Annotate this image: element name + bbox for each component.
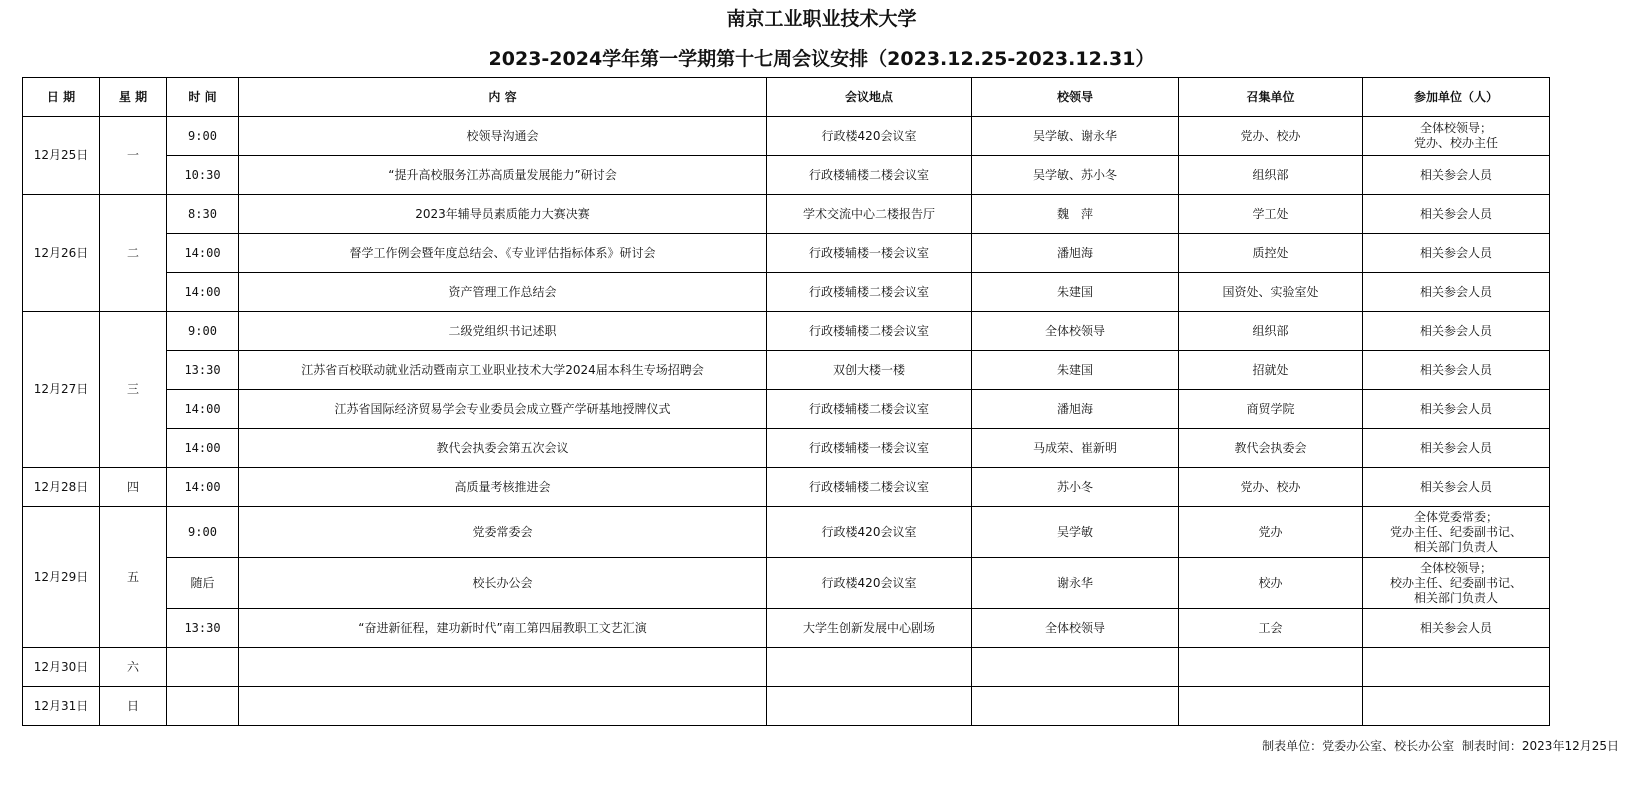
weekday-cell: 三	[100, 312, 167, 468]
content-cell: 校长办公会	[239, 558, 767, 609]
attendees-cell: 相关参会人员	[1363, 273, 1550, 312]
content-cell: 党委常委会	[239, 507, 767, 558]
leader-cell	[972, 687, 1179, 726]
content-cell: 资产管理工作总结会	[239, 273, 767, 312]
table-row	[23, 507, 1550, 558]
table-row	[23, 609, 1550, 648]
schedule-body	[23, 117, 1550, 726]
time-cell: 9:00	[167, 117, 239, 156]
convener-cell: 组织部	[1179, 312, 1363, 351]
maker-label: 制表单位：党委办公室、校长办公室	[1262, 739, 1455, 753]
date-cell: 12月30日	[23, 648, 100, 687]
content-cell: 二级党组织书记述职	[239, 312, 767, 351]
leader-cell: 苏小冬	[972, 468, 1179, 507]
table-footer	[1258, 738, 1619, 754]
convener-cell: 商贸学院	[1179, 390, 1363, 429]
time-cell: 14:00	[167, 234, 239, 273]
time-cell: 13:30	[167, 351, 239, 390]
location-cell: 行政楼辅楼二楼会议室	[767, 390, 972, 429]
location-cell: 大学生创新发展中心剧场	[767, 609, 972, 648]
table-row	[23, 558, 1550, 609]
convener-cell: 质控处	[1179, 234, 1363, 273]
convener-cell	[1179, 687, 1363, 726]
content-cell: 江苏省国际经济贸易学会专业委员会成立暨产学研基地授牌仪式	[239, 390, 767, 429]
column-header-location: 会议地点	[767, 78, 972, 117]
time-cell: 随后	[167, 558, 239, 609]
table-row	[23, 687, 1550, 726]
made-time-label: 制表时间：2023年12月25日	[1461, 739, 1619, 753]
school-title: 南京工业职业技术大学	[726, 8, 917, 30]
leader-cell	[972, 648, 1179, 687]
leader-cell: 魏 萍	[972, 195, 1179, 234]
content-cell	[239, 687, 767, 726]
convener-cell: 学工处	[1179, 195, 1363, 234]
column-header-leader: 校领导	[972, 78, 1179, 117]
location-cell: 行政楼辅楼二楼会议室	[767, 468, 972, 507]
leader-cell: 全体校领导	[972, 609, 1179, 648]
content-cell: 高质量考核推进会	[239, 468, 767, 507]
content-cell: “提升高校服务江苏高质量发展能力”研讨会	[239, 156, 767, 195]
date-cell: 12月26日	[23, 195, 100, 312]
attendees-cell: 相关参会人员	[1363, 429, 1550, 468]
date-cell: 12月31日	[23, 687, 100, 726]
meeting-schedule-table	[22, 77, 1550, 726]
content-cell: 2023年辅导员素质能力大赛决赛	[239, 195, 767, 234]
weekday-cell: 日	[100, 687, 167, 726]
leader-cell: 马成荣、崔新明	[972, 429, 1179, 468]
convener-cell: 国资处、实验室处	[1179, 273, 1363, 312]
time-cell	[167, 687, 239, 726]
leader-cell: 全体校领导	[972, 312, 1179, 351]
time-cell: 14:00	[167, 429, 239, 468]
leader-cell: 吴学敏	[972, 507, 1179, 558]
column-header-content: 内 容	[239, 78, 767, 117]
content-cell	[239, 648, 767, 687]
weekday-cell: 五	[100, 507, 167, 648]
time-cell: 9:00	[167, 507, 239, 558]
schedule-subtitle: 2023-2024学年第一学期第十七周会议安排（2023.12.25-2023.12.31）	[488, 48, 1155, 70]
table-row	[23, 312, 1550, 351]
content-cell: 教代会执委会第五次会议	[239, 429, 767, 468]
attendees-cell: 相关参会人员	[1363, 195, 1550, 234]
time-cell: 14:00	[167, 273, 239, 312]
convener-cell: 教代会执委会	[1179, 429, 1363, 468]
weekday-cell: 六	[100, 648, 167, 687]
time-cell	[167, 648, 239, 687]
date-cell: 12月28日	[23, 468, 100, 507]
leader-cell: 朱建国	[972, 351, 1179, 390]
attendees-cell: 全体校领导； 党办、校办主任	[1363, 117, 1550, 156]
column-header-date: 日 期	[23, 78, 100, 117]
attendees-cell: 相关参会人员	[1363, 156, 1550, 195]
convener-cell: 党办、校办	[1179, 468, 1363, 507]
location-cell: 学术交流中心二楼报告厅	[767, 195, 972, 234]
date-cell: 12月25日	[23, 117, 100, 195]
time-cell: 14:00	[167, 390, 239, 429]
weekday-cell: 二	[100, 195, 167, 312]
table-row	[23, 390, 1550, 429]
time-cell: 13:30	[167, 609, 239, 648]
convener-cell: 校办	[1179, 558, 1363, 609]
convener-cell: 招就处	[1179, 351, 1363, 390]
leader-cell: 潘旭海	[972, 234, 1179, 273]
column-header-convener: 召集单位	[1179, 78, 1363, 117]
time-cell: 10:30	[167, 156, 239, 195]
leader-cell: 朱建国	[972, 273, 1179, 312]
date-cell: 12月29日	[23, 507, 100, 648]
time-cell: 8:30	[167, 195, 239, 234]
time-cell: 9:00	[167, 312, 239, 351]
location-cell: 行政楼辅楼二楼会议室	[767, 273, 972, 312]
attendees-cell: 全体党委常委； 党办主任、纪委副书记、 相关部门负责人	[1363, 507, 1550, 558]
convener-cell: 党办	[1179, 507, 1363, 558]
leader-cell: 吴学敏、谢永华	[972, 117, 1179, 156]
location-cell: 行政楼辅楼二楼会议室	[767, 312, 972, 351]
attendees-cell: 相关参会人员	[1363, 312, 1550, 351]
location-cell	[767, 687, 972, 726]
attendees-cell	[1363, 648, 1550, 687]
table-row	[23, 273, 1550, 312]
convener-cell: 党办、校办	[1179, 117, 1363, 156]
table-row	[23, 468, 1550, 507]
convener-cell	[1179, 648, 1363, 687]
location-cell: 行政楼辅楼一楼会议室	[767, 234, 972, 273]
location-cell: 行政楼420会议室	[767, 507, 972, 558]
attendees-cell: 相关参会人员	[1363, 351, 1550, 390]
location-cell: 行政楼420会议室	[767, 558, 972, 609]
table-row	[23, 156, 1550, 195]
header-row	[23, 78, 1550, 117]
attendees-cell	[1363, 687, 1550, 726]
content-cell: 校领导沟通会	[239, 117, 767, 156]
attendees-cell: 相关参会人员	[1363, 234, 1550, 273]
table-row	[23, 429, 1550, 468]
table-row	[23, 117, 1550, 156]
attendees-cell: 相关参会人员	[1363, 609, 1550, 648]
convener-cell: 工会	[1179, 609, 1363, 648]
location-cell: 行政楼辅楼二楼会议室	[767, 156, 972, 195]
table-row	[23, 648, 1550, 687]
location-cell: 行政楼辅楼一楼会议室	[767, 429, 972, 468]
leader-cell: 谢永华	[972, 558, 1179, 609]
attendees-cell: 相关参会人员	[1363, 468, 1550, 507]
column-header-time: 时 间	[167, 78, 239, 117]
weekday-cell: 一	[100, 117, 167, 195]
content-cell: 江苏省百校联动就业活动暨南京工业职业技术大学2024届本科生专场招聘会	[239, 351, 767, 390]
table-row	[23, 234, 1550, 273]
attendees-cell: 相关参会人员	[1363, 390, 1550, 429]
attendees-cell: 全体校领导； 校办主任、纪委副书记、 相关部门负责人	[1363, 558, 1550, 609]
content-cell: 督学工作例会暨年度总结会、《专业评估指标体系》研讨会	[239, 234, 767, 273]
content-cell: “奋进新征程，建功新时代”南工第四届教职工文艺汇演	[239, 609, 767, 648]
convener-cell: 组织部	[1179, 156, 1363, 195]
table-row	[23, 351, 1550, 390]
leader-cell: 潘旭海	[972, 390, 1179, 429]
column-header-weekday: 星 期	[100, 78, 167, 117]
time-cell: 14:00	[167, 468, 239, 507]
column-header-attendees: 参加单位（人）	[1363, 78, 1550, 117]
weekday-cell: 四	[100, 468, 167, 507]
table-row	[23, 195, 1550, 234]
location-cell: 双创大楼一楼	[767, 351, 972, 390]
date-cell: 12月27日	[23, 312, 100, 468]
location-cell	[767, 648, 972, 687]
location-cell: 行政楼420会议室	[767, 117, 972, 156]
leader-cell: 吴学敏、苏小冬	[972, 156, 1179, 195]
